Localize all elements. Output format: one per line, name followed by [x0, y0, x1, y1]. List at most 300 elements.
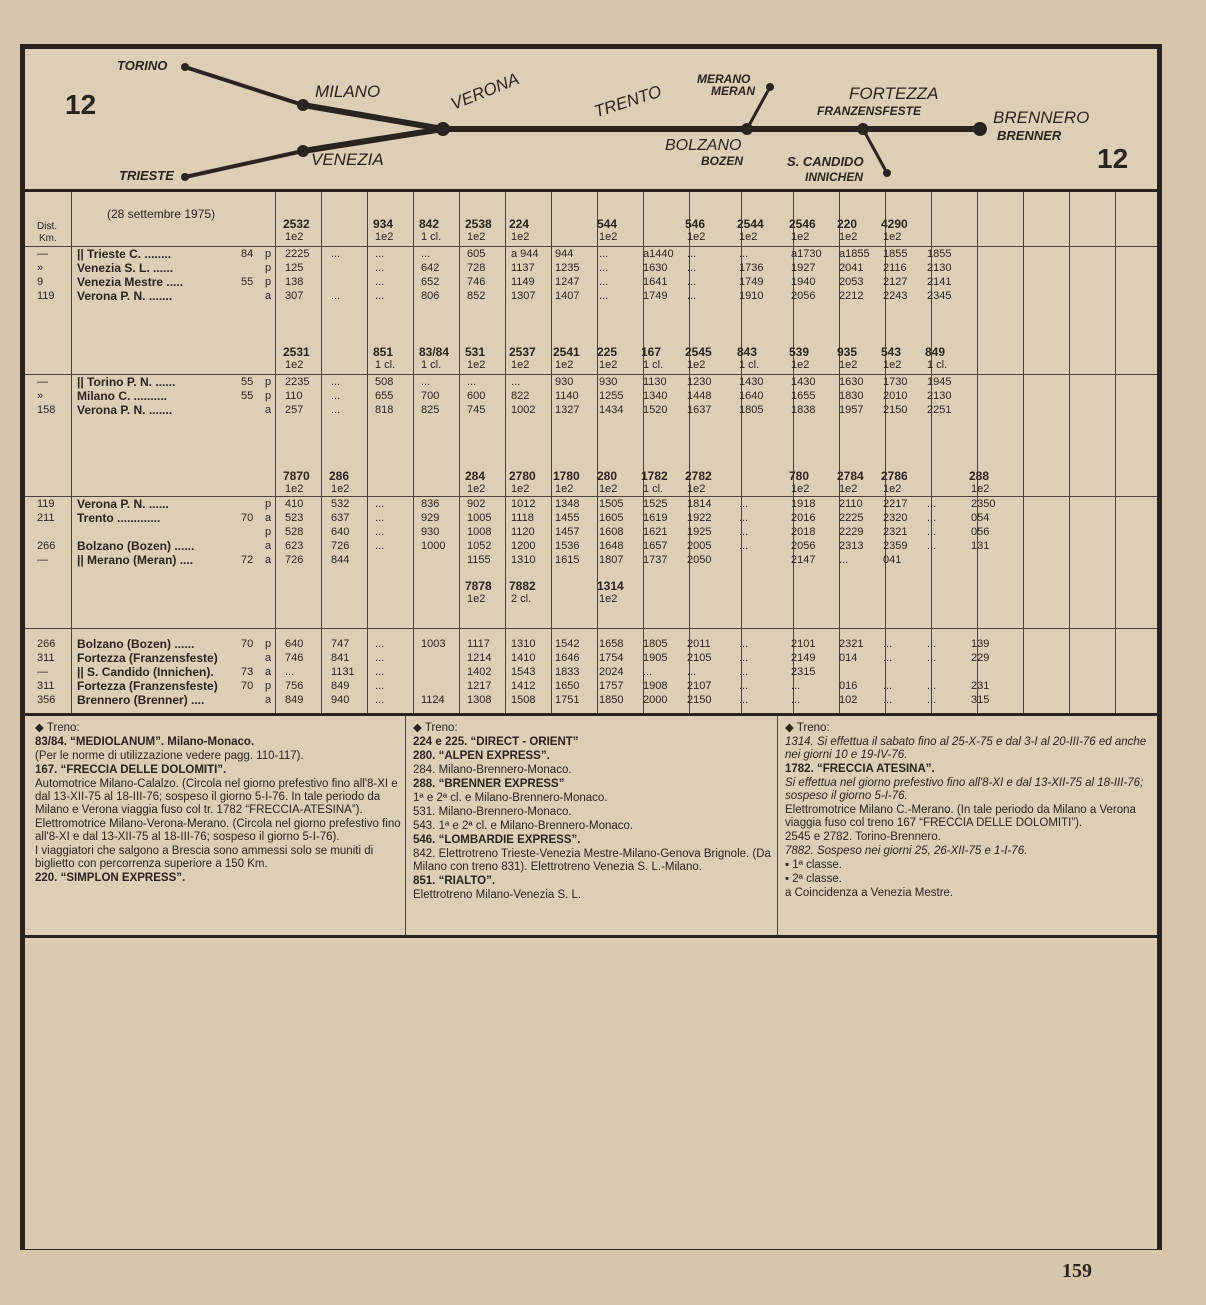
- time-cell: 1918: [791, 498, 816, 510]
- time-cell: 1754: [599, 652, 624, 664]
- km-value: 356: [37, 694, 56, 706]
- arrive-depart-flag: p: [265, 498, 272, 510]
- time-cell: 1230: [687, 376, 712, 388]
- train-class: 1e2: [599, 359, 618, 371]
- time-cell: 2141: [927, 276, 952, 288]
- time-cell: ...: [687, 290, 697, 302]
- time-cell: ...: [421, 248, 431, 260]
- distance-value: 55: [241, 390, 254, 402]
- time-cell: 1855: [927, 248, 952, 260]
- time-cell: 231: [971, 680, 990, 692]
- time-cell: ...: [375, 666, 385, 678]
- time-cell: 600: [467, 390, 486, 402]
- time-cell: 1542: [555, 638, 580, 650]
- note-line: a Coincidenza a Venezia Mestre.: [785, 887, 954, 899]
- train-number: 849: [925, 345, 946, 359]
- time-cell: 844: [331, 554, 350, 566]
- time-cell: 1155: [467, 554, 491, 566]
- time-cell: 1307: [511, 290, 536, 302]
- arrive-depart-flag: a: [265, 540, 272, 552]
- train-class: 1 cl.: [739, 359, 760, 371]
- time-cell: 2016: [791, 512, 816, 524]
- train-class: 1e2: [467, 231, 486, 243]
- time-cell: ...: [375, 276, 385, 288]
- time-cell: ...: [739, 498, 749, 510]
- station-name: Venezia S. L. ......: [77, 261, 174, 275]
- time-cell: 1648: [599, 540, 624, 552]
- time-cell: ...: [839, 554, 849, 566]
- time-cell: 2150: [883, 404, 908, 416]
- time-cell: 1131: [331, 666, 355, 678]
- time-cell: 746: [285, 652, 304, 664]
- time-cell: 940: [331, 694, 350, 706]
- train-class: 1e2: [883, 231, 902, 243]
- time-cell: 1448: [687, 390, 712, 402]
- train-number: 4290: [881, 217, 908, 231]
- train-class: 1e2: [511, 231, 530, 243]
- grid-column-line: [551, 192, 552, 713]
- time-cell: 1925: [687, 526, 712, 538]
- time-cell: 1957: [839, 404, 864, 416]
- time-cell: 1814: [687, 498, 712, 510]
- time-cell: 1052: [467, 540, 492, 552]
- time-cell: 1730: [883, 376, 908, 388]
- time-cell: 640: [285, 638, 304, 650]
- note-line: ▪ 2ª classe.: [785, 873, 842, 885]
- note-line: I viaggiatori che salgono a Brescia sono ammessi solo se muniti di biglietto con percorrenza superiore a 150 Km.: [35, 845, 374, 870]
- time-cell: 818: [375, 404, 394, 416]
- time-cell: 2101: [791, 638, 816, 650]
- time-cell: 700: [421, 390, 440, 402]
- time-cell: 1410: [511, 652, 536, 664]
- time-cell: 2321: [883, 526, 908, 538]
- time-cell: 139: [971, 638, 990, 650]
- time-cell: 1402: [467, 666, 492, 678]
- time-cell: 746: [467, 276, 486, 288]
- time-cell: 2225: [839, 512, 864, 524]
- time-cell: 652: [421, 276, 440, 288]
- train-class: 1e2: [555, 359, 574, 371]
- time-cell: ...: [883, 694, 893, 706]
- train-number: 2784: [837, 469, 864, 483]
- time-cell: 1520: [643, 404, 668, 416]
- time-cell: 2345: [927, 290, 952, 302]
- station-name: Verona P. N. ......: [77, 497, 169, 511]
- time-cell: 1641: [643, 276, 668, 288]
- time-cell: ...: [421, 376, 431, 388]
- note-line: 224 e 225. “DIRECT - ORIENT”: [413, 736, 579, 748]
- note-line: (Per le norme di utilizzazione vedere pagg. 110-117).: [35, 750, 304, 762]
- time-cell: 315: [971, 694, 990, 706]
- time-cell: 841: [331, 652, 350, 664]
- arrive-depart-flag: p: [265, 276, 272, 288]
- time-cell: 822: [511, 390, 530, 402]
- train-number: 2782: [685, 469, 712, 483]
- time-cell: 2107: [687, 680, 712, 692]
- time-cell: 1945: [927, 376, 952, 388]
- time-cell: 655: [375, 390, 394, 402]
- km-value: 266: [37, 638, 56, 650]
- note-line: ▪ 1ª classe.: [785, 859, 842, 871]
- train-class: 1e2: [883, 359, 902, 371]
- train-class: 1e2: [511, 359, 530, 371]
- station-name: Fortezza (Franzensfeste): [77, 679, 218, 693]
- time-cell: 1310: [511, 554, 536, 566]
- time-cell: 1805: [739, 404, 764, 416]
- km-value: 9: [37, 276, 44, 288]
- time-cell: 2320: [883, 512, 908, 524]
- km-value: —: [37, 248, 48, 260]
- blank-area: [25, 941, 1157, 1249]
- grid-column-line: [71, 192, 72, 713]
- time-cell: 1525: [643, 498, 668, 510]
- time-cell: 2212: [839, 290, 864, 302]
- train-class: 1e2: [883, 483, 902, 495]
- station-verona: VERONA: [448, 69, 522, 114]
- note-line: 1782. “FRECCIA ATESINA”.: [785, 763, 935, 775]
- station-torino: TORINO: [117, 58, 168, 73]
- time-cell: ...: [883, 680, 893, 692]
- station-trento: TRENTO: [591, 81, 664, 122]
- train-number: 220: [837, 217, 858, 231]
- time-cell: 2350: [971, 498, 996, 510]
- station-name: Verona P. N. .......: [77, 289, 173, 303]
- note-line: Elettromotrice Milano-Verona-Merano. (Circola nel giorno prefestivo fino all'8-XI e dal 13-XII-75 al 18-III-76; sospeso il giorno 5-I-76).: [35, 818, 401, 843]
- arrive-depart-flag: a: [265, 404, 272, 416]
- train-class: 2 cl.: [511, 593, 532, 605]
- time-cell: ...: [927, 512, 937, 524]
- note-line: 851. “RIALTO”.: [413, 875, 496, 887]
- time-cell: 1200: [511, 540, 536, 552]
- time-cell: 1751: [555, 694, 580, 706]
- train-class: 1e2: [791, 359, 810, 371]
- time-cell: 014: [839, 652, 858, 664]
- distance-value: 70: [241, 680, 254, 692]
- train-class: 1e2: [467, 483, 486, 495]
- note-line: 1ª e 2ª cl. e Milano-Brennero-Monaco.: [413, 792, 608, 804]
- time-cell: 852: [467, 290, 486, 302]
- time-cell: ...: [739, 540, 749, 552]
- note-line: ◆ Treno:: [785, 722, 830, 734]
- page-number: 159: [1062, 1260, 1092, 1282]
- time-cell: 1124: [421, 694, 445, 706]
- train-number: 843: [737, 345, 758, 359]
- train-number: 224: [509, 217, 530, 231]
- time-cell: 1455: [555, 512, 580, 524]
- time-cell: ...: [375, 694, 385, 706]
- time-cell: 2315: [791, 666, 816, 678]
- grid-column-line: [459, 192, 460, 713]
- arrive-depart-flag: p: [265, 680, 272, 692]
- train-number: 1782: [641, 469, 668, 483]
- note-line: 7882. Sospeso nei giorni 25, 26-XII-75 e 1-I-76.: [785, 845, 1028, 857]
- time-cell: 2018: [791, 526, 816, 538]
- grid-column-line: [505, 192, 506, 713]
- km-value: —: [37, 554, 48, 566]
- route-map: [25, 49, 1157, 189]
- station-bolzano: BOLZANO: [665, 137, 742, 154]
- time-cell: ...: [467, 376, 477, 388]
- time-cell: ...: [375, 638, 385, 650]
- time-cell: 747: [331, 638, 350, 650]
- train-class: 1 cl.: [375, 359, 396, 371]
- station-name: Fortezza (Franzensfeste): [77, 651, 218, 665]
- arrive-depart-flag: p: [265, 638, 272, 650]
- time-cell: 523: [285, 512, 304, 524]
- time-cell: ...: [687, 276, 697, 288]
- route-map-lines: [25, 49, 1157, 189]
- time-cell: 1214: [467, 652, 492, 664]
- time-cell: 2150: [687, 694, 712, 706]
- time-cell: 1855: [883, 248, 908, 260]
- time-cell: 849: [331, 680, 350, 692]
- time-cell: 2127: [883, 276, 908, 288]
- grid-column-line: [1069, 192, 1070, 713]
- train-class: 1e2: [839, 231, 858, 243]
- train-class: 1e2: [971, 483, 990, 495]
- time-cell: 2056: [791, 290, 816, 302]
- train-number: 1314: [597, 579, 624, 593]
- note-line: 167. “FRECCIA DELLE DOLOMITI”.: [35, 764, 227, 776]
- km-value: —: [37, 376, 48, 388]
- time-cell: 1737: [643, 554, 668, 566]
- time-cell: 1630: [643, 262, 668, 274]
- time-cell: ...: [375, 652, 385, 664]
- train-class: 1e2: [687, 359, 706, 371]
- time-cell: 756: [285, 680, 304, 692]
- train-number: 2780: [509, 469, 536, 483]
- note-line: 531. Milano-Brennero-Monaco.: [413, 806, 572, 818]
- time-cell: ...: [511, 376, 521, 388]
- time-cell: 1543: [511, 666, 536, 678]
- time-cell: 1327: [555, 404, 580, 416]
- train-number: 2544: [737, 217, 764, 231]
- time-cell: 1749: [739, 276, 764, 288]
- distance-value: 55: [241, 276, 254, 288]
- train-class: 1e2: [467, 593, 486, 605]
- time-cell: 2217: [883, 498, 908, 510]
- train-number: 543: [881, 345, 902, 359]
- train-class: 1 cl.: [421, 231, 442, 243]
- time-cell: ...: [687, 248, 697, 260]
- time-cell: 1340: [643, 390, 668, 402]
- time-cell: 1736: [739, 262, 764, 274]
- time-cell: 929: [421, 512, 440, 524]
- time-cell: 1457: [555, 526, 580, 538]
- train-class: 1 cl.: [643, 483, 664, 495]
- time-cell: 1910: [739, 290, 764, 302]
- km-value: —: [37, 666, 48, 678]
- time-cell: 1833: [555, 666, 580, 678]
- train-number: 1780: [553, 469, 580, 483]
- time-cell: 1247: [555, 276, 580, 288]
- time-cell: 1149: [511, 276, 535, 288]
- time-cell: ...: [331, 376, 341, 388]
- note-line: 83/84. “MEDIOLANUM”. Milano-Monaco.: [35, 736, 255, 748]
- time-cell: 726: [331, 540, 350, 552]
- time-cell: 2105: [687, 652, 712, 664]
- train-class: 1e2: [599, 593, 618, 605]
- time-cell: 138: [285, 276, 304, 288]
- note-line: 1314. Si effettua il sabato fino al 25-X-75 e dal 3-I al 20-III-76 ed anche nei giorni 10 e 19-IV-76.: [785, 736, 1147, 761]
- time-cell: ...: [599, 276, 609, 288]
- grid-column-line: [367, 192, 368, 713]
- train-class: 1e2: [467, 359, 486, 371]
- station-brenner: BRENNER: [997, 128, 1062, 143]
- time-cell: 2243: [883, 290, 908, 302]
- time-cell: 054: [971, 512, 990, 524]
- train-number: 2546: [789, 217, 816, 231]
- train-number: 935: [837, 345, 858, 359]
- time-cell: 2056: [791, 540, 816, 552]
- time-cell: 1850: [599, 694, 624, 706]
- note-line: 546. “LOMBARDIE EXPRESS”.: [413, 834, 581, 846]
- train-class: 1 cl.: [643, 359, 664, 371]
- train-number: 851: [373, 345, 394, 359]
- dist-header: Dist.: [37, 221, 57, 232]
- time-cell: ...: [331, 404, 341, 416]
- train-class: 1e2: [555, 483, 574, 495]
- time-cell: 2010: [883, 390, 908, 402]
- time-cell: ...: [883, 652, 893, 664]
- time-cell: 1807: [599, 554, 624, 566]
- station-name: Bolzano (Bozen) ......: [77, 539, 195, 553]
- grid-column-line: [275, 192, 276, 713]
- train-class: 1e2: [791, 231, 810, 243]
- time-cell: 2130: [927, 390, 952, 402]
- time-cell: ...: [927, 638, 937, 650]
- time-cell: 930: [599, 376, 618, 388]
- time-cell: ...: [927, 540, 937, 552]
- time-cell: 2041: [839, 262, 864, 274]
- time-cell: 1137: [511, 262, 535, 274]
- station-name: || S. Candido (Innichen).: [77, 665, 214, 679]
- time-cell: 2011: [687, 638, 711, 650]
- train-number: 2545: [685, 345, 712, 359]
- time-cell: 640: [331, 526, 350, 538]
- km-value: 311: [37, 652, 55, 664]
- time-cell: 944: [555, 248, 574, 260]
- note-line: 284. Milano-Brennero-Monaco.: [413, 764, 572, 776]
- station-name: Bolzano (Bozen) ......: [77, 637, 195, 651]
- train-class: 1 cl.: [421, 359, 442, 371]
- time-cell: 110: [285, 390, 303, 402]
- time-cell: 041: [883, 554, 902, 566]
- time-cell: 1117: [467, 638, 490, 650]
- station-name: Venezia Mestre .....: [77, 275, 184, 289]
- notes-column-1: [35, 722, 401, 886]
- note-line: 220. “SIMPLON EXPRESS”.: [35, 872, 186, 884]
- note-line: Elettromotrice Milano C.-Merano. (In tale periodo da Milano a Verona viaggia fuso col treno 167 “FRECCIA DELLE DOLOMITI”).: [785, 804, 1136, 829]
- train-number: 83/84: [419, 345, 450, 359]
- train-number: 286: [329, 469, 350, 483]
- train-class: 1e2: [511, 483, 530, 495]
- time-cell: 1000: [421, 540, 446, 552]
- time-cell: ...: [375, 680, 385, 692]
- train-class: 1e2: [739, 231, 758, 243]
- time-cell: 1657: [643, 540, 668, 552]
- train-number: 7882: [509, 579, 536, 593]
- time-cell: 1621: [643, 526, 668, 538]
- time-cell: ...: [739, 680, 749, 692]
- time-cell: ...: [599, 248, 609, 260]
- train-number: 531: [465, 345, 486, 359]
- grid-row-line: [25, 246, 1157, 247]
- note-line: 543. 1ª e 2ª cl. e Milano-Brennero-Monaco.: [413, 820, 634, 832]
- table-number-right: 12: [1097, 143, 1129, 174]
- train-number: 934: [373, 217, 394, 231]
- time-cell: 1430: [739, 376, 764, 388]
- train-class: 1e2: [687, 231, 706, 243]
- time-cell: ...: [375, 498, 385, 510]
- note-line: Elettrotreno Milano-Venezia S. L.: [413, 889, 582, 901]
- time-cell: 1650: [555, 680, 580, 692]
- time-cell: 1002: [511, 404, 536, 416]
- time-cell: 2229: [839, 526, 864, 538]
- time-cell: ...: [331, 390, 341, 402]
- train-number: 284: [465, 469, 486, 483]
- time-cell: 930: [421, 526, 440, 538]
- train-class: 1e2: [285, 483, 304, 495]
- time-cell: 1927: [791, 262, 816, 274]
- time-cell: 1407: [555, 290, 580, 302]
- time-cell: ...: [927, 694, 937, 706]
- time-cell: ...: [739, 652, 749, 664]
- train-number: 842: [419, 217, 440, 231]
- time-cell: 532: [331, 498, 350, 510]
- station-name: Verona P. N. .......: [77, 403, 173, 417]
- station-name: Milano C. ..........: [77, 389, 168, 403]
- train-number: 2531: [283, 345, 310, 359]
- time-cell: 1637: [687, 404, 712, 416]
- train-class: 1e2: [285, 359, 304, 371]
- time-cell: ...: [739, 526, 749, 538]
- time-cell: 1434: [599, 404, 624, 416]
- time-cell: 930: [555, 376, 574, 388]
- time-cell: 2321: [839, 638, 864, 650]
- date-note: (28 settembre 1975): [107, 207, 216, 221]
- train-number: 225: [597, 345, 618, 359]
- timetable-grid: [25, 189, 1157, 716]
- time-cell: ...: [927, 680, 937, 692]
- table-number-left: 12: [65, 89, 97, 120]
- time-cell: 2225: [285, 248, 310, 260]
- km-value: »: [37, 390, 44, 402]
- grid-column-line: [321, 192, 322, 713]
- time-cell: ...: [375, 262, 385, 274]
- km-value: 211: [37, 512, 55, 524]
- note-line: 2545 e 2782. Torino-Brennero.: [785, 831, 941, 843]
- train-number: 2537: [509, 345, 536, 359]
- km-value: »: [37, 262, 44, 274]
- train-class: 1e2: [285, 231, 304, 243]
- grid-column-line: [1115, 192, 1116, 713]
- train-class: 1 cl.: [927, 359, 948, 371]
- time-cell: ...: [883, 638, 893, 650]
- arrive-depart-flag: p: [265, 390, 272, 402]
- time-cell: 1118: [511, 512, 534, 524]
- time-cell: 016: [839, 680, 858, 692]
- station-name: Brennero (Brenner) ....: [77, 693, 205, 707]
- station-brennero: BRENNERO: [993, 108, 1090, 127]
- time-cell: 1646: [555, 652, 580, 664]
- time-cell: 1757: [599, 680, 624, 692]
- train-class: 1e2: [791, 483, 810, 495]
- grid-column-line: [977, 192, 978, 713]
- train-class: 1e2: [331, 483, 350, 495]
- time-cell: 1630: [839, 376, 864, 388]
- time-cell: 1430: [791, 376, 816, 388]
